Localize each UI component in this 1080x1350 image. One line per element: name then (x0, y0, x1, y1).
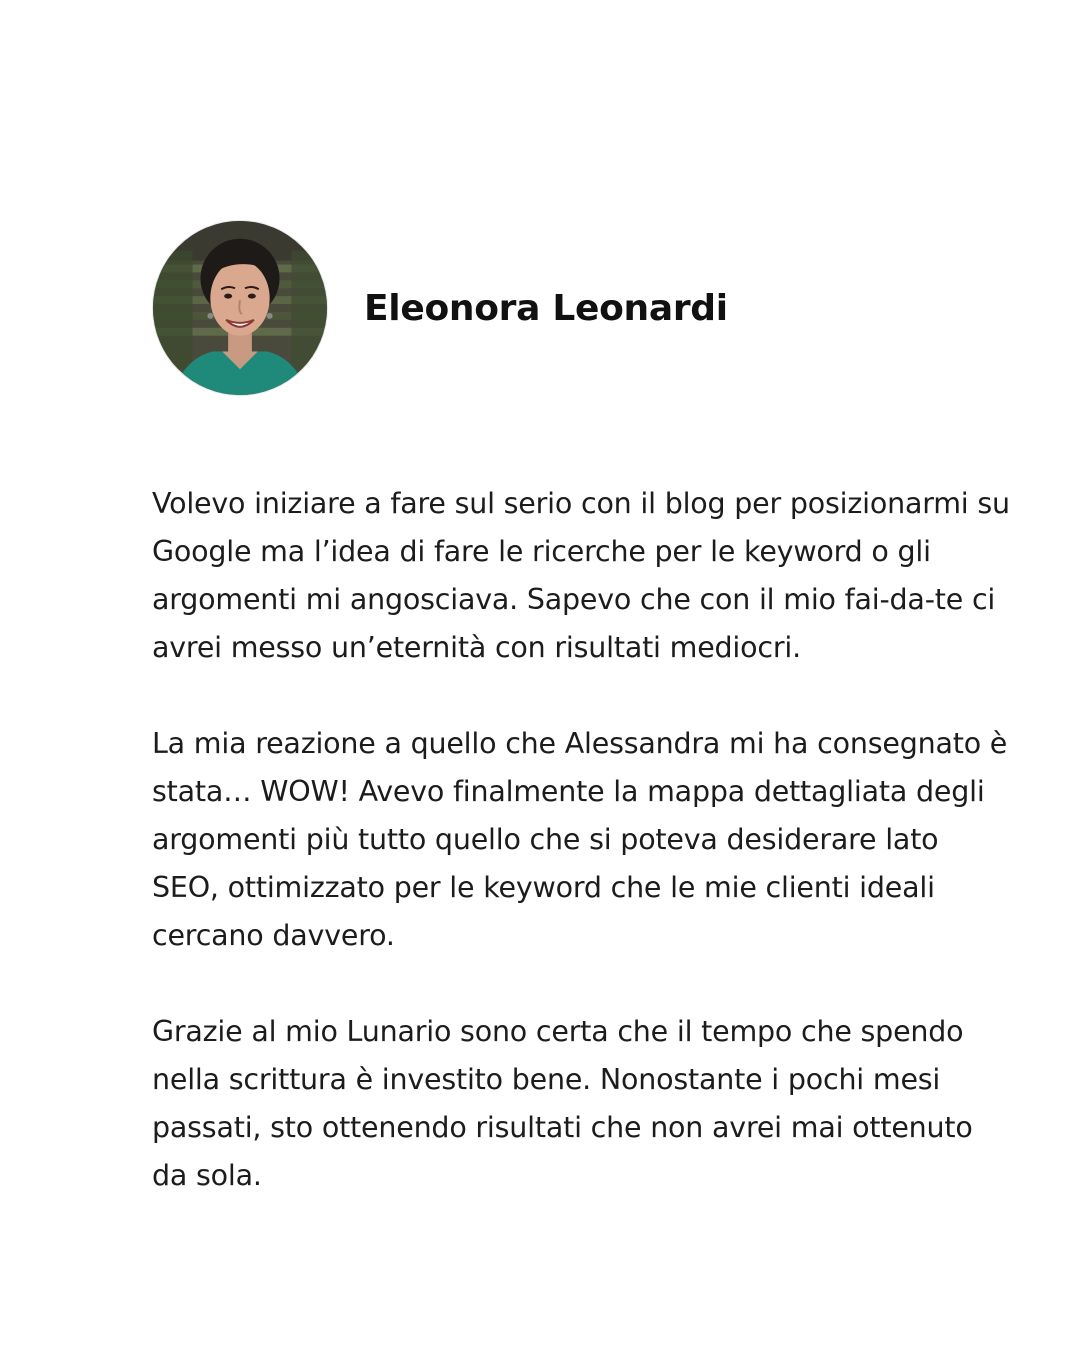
author-name: Eleonora Leonardi (364, 287, 728, 329)
author-header (152, 220, 728, 396)
testimonial-paragraph: Grazie al mio Lunario sono certa che il tempo che spendo nella scrittura è investito bene. Nonostante i pochi mesi passati, sto ottenendo risultati che non avrei mai ottenuto da sola. (152, 1015, 973, 1192)
testimonial-text (152, 480, 1012, 1200)
testimonial-paragraph: Volevo iniziare a fare sul serio con il blog per posizionarmi su Google ma l’idea di fare le ricerche per le keyword o gli argomenti mi angosciava. Sapevo che con il mio fai-da-te ci avrei messo un’eternità con risultati mediocri. (152, 487, 1010, 664)
person-portrait-icon (153, 221, 327, 395)
testimonial-paragraph: La mia reazione a quello che Alessandra mi ha consegnato è stata… WOW! Avevo finalmente la mappa dettagliata degli argomenti più tutto quello che si poteva desiderare lato SEO, ottimizzato per le keyword che le mie clienti ideali cercano davvero. (152, 727, 1008, 952)
author-avatar (152, 220, 328, 396)
